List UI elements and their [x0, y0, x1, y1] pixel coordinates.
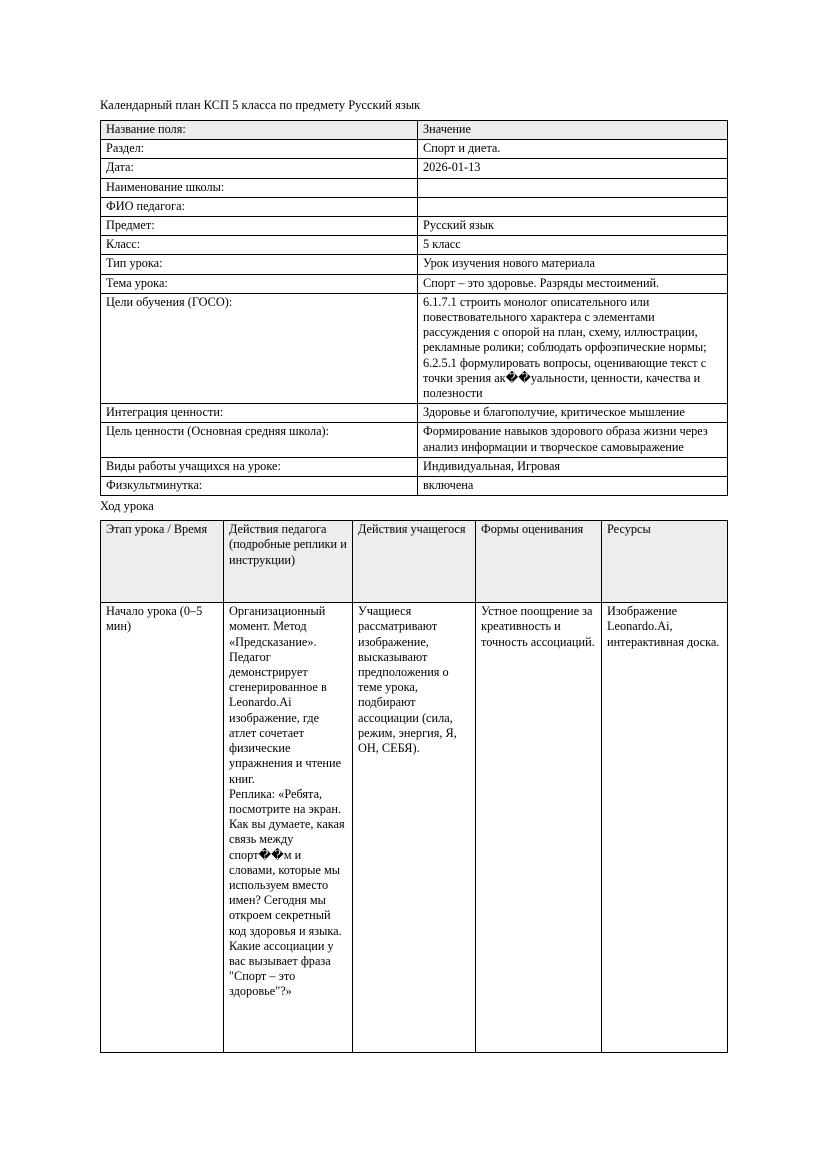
row-label: Дата: — [101, 159, 418, 178]
teacher-actions-paragraph-1: Организационный момент. Метод «Предсказание». Педагог демонстрирует сгенерированное в Leonardo.Ai изображение, где атлет сочетает физические упражнения и чтение книг. — [229, 604, 342, 786]
table-row — [101, 423, 728, 457]
row-value: Формирование навыков здорового образа жизни через анализ информации и творческое самовыражение — [418, 423, 728, 457]
row-value: 6.1.7.1 строить монолог описательного или повествовательного характера с элементами рассуждения с опорой на план, схему, иллюстрации, рекламные ролики; соблюдать орфоэпические нормы; 6.2.5.1 формулировать вопросы, оценивающие текст с точки зрения ак��уальности, ценности, качества и полезности — [418, 293, 728, 403]
section-caption-lesson-flow: Ход урока — [100, 499, 154, 514]
table-row — [101, 159, 728, 178]
table-row — [101, 178, 728, 197]
row-label: Интеграция ценности: — [101, 404, 418, 423]
row-label: Физкультминутка: — [101, 477, 418, 496]
table-row — [101, 404, 728, 423]
column-header-teacher-actions: Действия педагога (подробные реплики и инструкции) — [224, 521, 353, 603]
cell-student-actions: Учащиеся рассматривают изображение, высказывают предположения о теме урока, подбирают ассоциации (сила, режим, энергия, Я, ОН, СЕБЯ). — [353, 603, 476, 1053]
table-row — [101, 603, 728, 1053]
cell-stage: Начало урока (0–5 мин) — [101, 603, 224, 1053]
row-value: Спорт и диета. — [418, 140, 728, 159]
row-label: Наименование школы: — [101, 178, 418, 197]
row-value: Индивидуальная, Игровая — [418, 457, 728, 476]
row-label: Цель ценности (Основная средняя школа): — [101, 423, 418, 457]
cell-assessment: Устное поощрение за креативность и точность ассоциаций. — [476, 603, 602, 1053]
teacher-actions-paragraph-2: Реплика: «Ребята, посмотрите на экран. Как вы думаете, какая связь между спорт��м и словами, которые мы используем вместо имен? Сегодня мы откроем секретный код здоровья и языка. Какие ассоциации у вас вызывает фраза "Спорт – это здоровье"?» — [229, 786, 345, 999]
row-value: Спорт – это здоровье. Разряды местоимений. — [418, 274, 728, 293]
row-value: Здоровье и благополучие, критическое мышление — [418, 404, 728, 423]
column-header-stage: Этап урока / Время — [101, 521, 224, 603]
row-label: Тип урока: — [101, 255, 418, 274]
lesson-info-table — [100, 120, 728, 496]
table-header-row — [101, 521, 728, 603]
table-row — [101, 197, 728, 216]
row-value — [418, 197, 728, 216]
row-label: Тема урока: — [101, 274, 418, 293]
row-value — [418, 178, 728, 197]
column-header-field: Название поля: — [101, 121, 418, 140]
row-label: ФИО педагога: — [101, 197, 418, 216]
cell-teacher-actions — [224, 603, 353, 1053]
table-row — [101, 274, 728, 293]
row-value: включена — [418, 477, 728, 496]
table-header-row — [101, 121, 728, 140]
lesson-flow-table-body — [101, 521, 728, 1053]
table-row — [101, 217, 728, 236]
page-title: Календарный план КСП 5 класса по предмету Русский язык — [100, 98, 421, 112]
column-header-value: Значение — [418, 121, 728, 140]
row-value: Русский язык — [418, 217, 728, 236]
table-row — [101, 477, 728, 496]
row-value: Урок изучения нового материала — [418, 255, 728, 274]
lesson-flow-table — [100, 520, 728, 1053]
table-row — [101, 255, 728, 274]
row-label: Виды работы учащихся на уроке: — [101, 457, 418, 476]
lesson-info-table-body — [101, 121, 728, 496]
table-row — [101, 457, 728, 476]
row-label: Раздел: — [101, 140, 418, 159]
row-label: Предмет: — [101, 217, 418, 236]
row-label: Цели обучения (ГОСО): — [101, 293, 418, 403]
table-row-learning-objectives — [101, 293, 728, 403]
table-row — [101, 140, 728, 159]
column-header-student-actions: Действия учащегося — [353, 521, 476, 603]
table-row — [101, 236, 728, 255]
row-value: 5 класс — [418, 236, 728, 255]
column-header-assessment: Формы оценивания — [476, 521, 602, 603]
row-value: 2026-01-13 — [418, 159, 728, 178]
row-label: Класс: — [101, 236, 418, 255]
column-header-resources: Ресурсы — [602, 521, 728, 603]
cell-resources: Изображение Leonardo.Ai, интерактивная доска. — [602, 603, 728, 1053]
